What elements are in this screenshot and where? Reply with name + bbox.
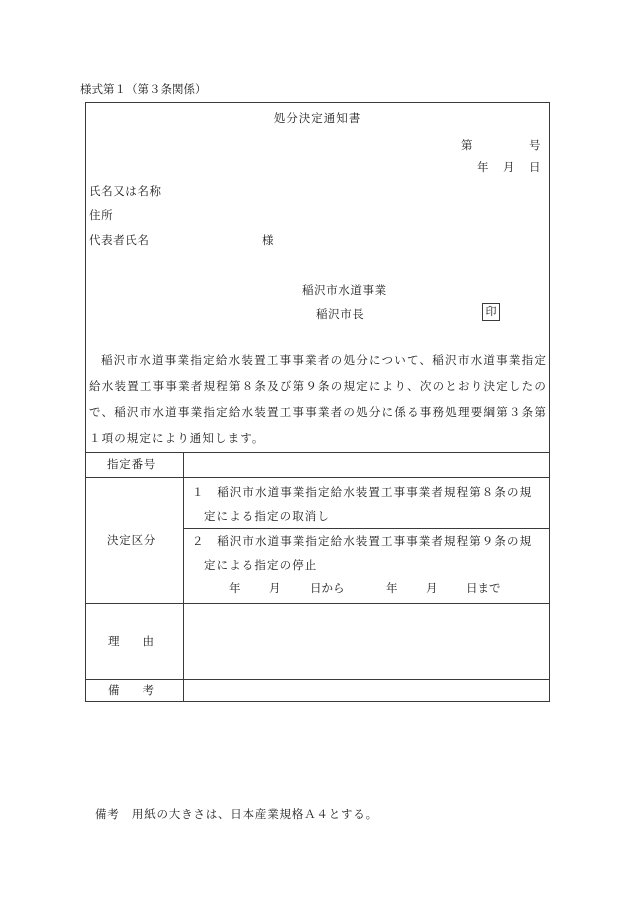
representative-label: 代表者氏名 [89, 233, 150, 247]
period-from-month: 月 [269, 581, 281, 595]
table-rule [184, 528, 549, 529]
seal-box: 印 [482, 303, 500, 321]
number-prefix: 第 [461, 138, 473, 152]
remarks-label: 備 考 [108, 683, 154, 697]
footnote: 備考 用紙の大きさは、日本産業規格Ａ４とする。 [95, 807, 378, 821]
date-year: 年 [477, 160, 489, 174]
item2-line2: 定による指定の停止 [204, 558, 318, 572]
body-text: 稲沢市水道事業指定給水装置工事事業者の処分について、稲沢市水道事業指定給水装置工事事業者規程第８条及び第９条の規定により、次のとおり決定したので、稲沢市水道事業指定給水装置工事事業者の処分に係る事務処理要綱第３条第１項の規定により通知します。 [89, 353, 547, 445]
period-from-year: 年 [229, 581, 241, 595]
item2-line1: ２ 稲沢市水道事業指定給水装置工事事業者規程第９条の規 [192, 534, 533, 548]
number-suffix: 号 [529, 138, 541, 152]
document-title: 処分決定通知書 [273, 111, 362, 125]
period-from-day: 日から [310, 581, 345, 595]
designation-number-label: 指定番号 [107, 457, 157, 471]
notice-form [85, 102, 550, 702]
issuer-official: 稲沢市長 [316, 307, 365, 321]
reason-label: 理 由 [108, 634, 154, 648]
issuer-organization: 稲沢市水道事業 [302, 283, 387, 297]
table-rule [86, 477, 549, 478]
table-rule [86, 679, 549, 680]
recipient-address-label: 住所 [89, 208, 114, 222]
date-day: 日 [529, 160, 541, 174]
honorific: 様 [262, 233, 274, 247]
period-to-day: 日まで [466, 581, 501, 595]
decision-category-label: 決定区分 [107, 533, 157, 547]
item1-line1: １ 稲沢市水道事業指定給水装置工事事業者規程第８条の規 [192, 485, 533, 499]
table-rule [86, 452, 549, 453]
item1-line2: 定による指定の取消し [204, 509, 330, 523]
recipient-name-label: 氏名又は名称 [89, 184, 162, 198]
period-to-year: 年 [386, 581, 398, 595]
form-header: 様式第１（第３条関係） [80, 82, 207, 96]
table-column-rule [183, 452, 184, 701]
period-to-month: 月 [426, 581, 438, 595]
table-rule [86, 603, 549, 604]
date-month: 月 [503, 160, 515, 174]
